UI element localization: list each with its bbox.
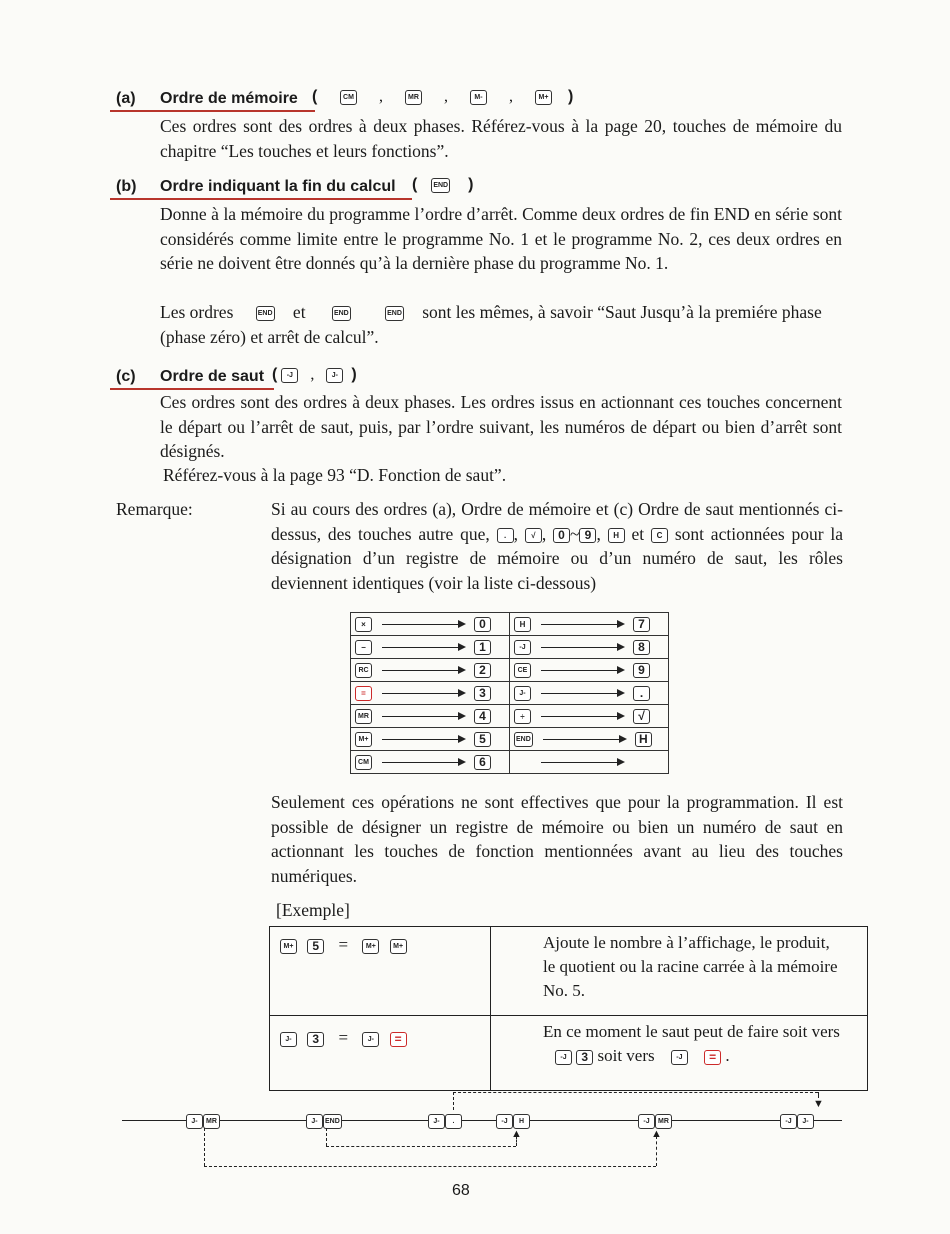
sqrt-key-icon: √ <box>525 528 542 543</box>
flow-main-line <box>122 1120 842 1121</box>
equals-key-icon: = <box>704 1050 721 1065</box>
flow-key-group <box>780 1112 814 1130</box>
flow-key-group <box>428 1112 462 1130</box>
three-key-icon: 3 <box>307 1032 324 1047</box>
source-key-icon: CM <box>355 755 372 770</box>
arrow-icon <box>541 670 623 671</box>
left-mapping-cell <box>351 728 510 751</box>
end-key-icon: END <box>332 306 351 321</box>
jump-end-key-icon: J- <box>280 1032 297 1047</box>
example-row1-desc: Ajoute le nombre à l’affichage, le produit, le quotient ou la racine carrée à la mémoire No. 5. <box>491 927 868 1016</box>
source-key-icon: M+ <box>355 732 372 747</box>
m-plus-key-icon: M+ <box>390 939 407 954</box>
table-row <box>270 927 868 1016</box>
table-row <box>351 659 669 682</box>
flow-key-icon: . <box>445 1114 462 1129</box>
table-row <box>351 728 669 751</box>
target-key-icon: √ <box>633 709 650 724</box>
flow-key-icon: -J <box>638 1114 655 1129</box>
arrow-icon <box>382 670 464 671</box>
equals-key-icon: = <box>390 1032 407 1047</box>
flow-key-icon: MR <box>655 1114 672 1129</box>
table-row <box>351 636 669 659</box>
end-key-icon: END <box>256 306 275 321</box>
arrow-icon <box>541 624 623 625</box>
left-mapping-cell <box>351 636 510 659</box>
jump-end-key-icon: J- <box>326 368 343 383</box>
target-key-icon: 4 <box>474 709 491 724</box>
right-mapping-cell <box>510 682 669 705</box>
arrow-icon <box>382 647 464 648</box>
source-key-icon: -J <box>514 640 531 655</box>
example-row1-keys <box>270 927 491 1016</box>
right-mapping-cell <box>510 613 669 636</box>
source-key-icon: CE <box>514 663 531 678</box>
arrow-icon <box>382 762 464 763</box>
section-b-label: (b) <box>116 178 137 195</box>
example-label: [Exemple] <box>276 900 350 920</box>
cm-key-icon: CM <box>340 90 357 105</box>
arrow-icon <box>382 716 464 717</box>
table-row <box>351 751 669 774</box>
flow-key-icon: J- <box>186 1114 203 1129</box>
jump-start-key-icon: -J <box>555 1050 572 1065</box>
table-row <box>351 705 669 728</box>
flow-key-group <box>186 1112 220 1130</box>
flow-key-icon: J- <box>428 1114 445 1129</box>
target-key-icon: 1 <box>474 640 491 655</box>
table-row <box>351 682 669 705</box>
section-c-keys: ( -J , J- ) <box>272 366 357 383</box>
section-c-text: Ces ordres sont des ordres à deux phases. Les ordres issus en actionnant ces touches concernent le départ ou l’arrêt de saut, puis, par l’ordre suivant, les numéros de départ ou bien d’arrêt sont désignés. <box>160 392 842 461</box>
section-c-label: (c) <box>116 368 136 385</box>
arrow-icon <box>382 739 464 740</box>
flow-key-icon: MR <box>203 1114 220 1129</box>
arrow-icon <box>543 739 625 740</box>
m-plus-key-icon: M+ <box>280 939 297 954</box>
source-key-icon: ÷ <box>514 709 531 724</box>
target-key-icon: 2 <box>474 663 491 678</box>
jump-end-key-icon: J- <box>362 1032 379 1047</box>
end-key-icon: END <box>385 306 404 321</box>
right-mapping-cell <box>510 728 669 751</box>
target-key-icon: . <box>633 686 650 701</box>
table-row <box>351 613 669 636</box>
source-key-icon: J- <box>514 686 531 701</box>
right-mapping-cell <box>510 659 669 682</box>
remarque-label: Remarque: <box>116 499 193 519</box>
flow-key-icon: -J <box>496 1114 513 1129</box>
source-key-icon: END <box>514 732 533 747</box>
table-row <box>270 1016 868 1091</box>
target-key-icon: 0 <box>474 617 491 632</box>
flow-key-icon: J- <box>797 1114 814 1129</box>
equals-sign: = <box>338 935 349 954</box>
end-key-icon: END <box>431 178 450 193</box>
section-b-title: Ordre indiquant la fin du calcul <box>160 178 396 195</box>
target-key-icon: 8 <box>633 640 650 655</box>
c-key-icon: C <box>651 528 668 543</box>
flow-key-icon: H <box>513 1114 530 1129</box>
h-key-icon: H <box>608 528 625 543</box>
left-mapping-cell <box>351 613 510 636</box>
jump-start-key-icon: -J <box>671 1050 688 1065</box>
source-key-icon: = <box>355 686 372 701</box>
flow-key-group <box>306 1112 342 1130</box>
arrow-icon <box>541 716 623 717</box>
arrow-icon <box>541 693 623 694</box>
section-a-label: (a) <box>116 90 136 107</box>
target-key-icon: 9 <box>633 663 650 678</box>
m-plus-key-icon: M+ <box>535 90 552 105</box>
target-key-icon: 7 <box>633 617 650 632</box>
section-a-title: Ordre de mémoire <box>160 90 298 107</box>
flow-key-icon: J- <box>306 1114 323 1129</box>
five-key-icon: 5 <box>307 939 324 954</box>
example-table <box>269 926 868 1091</box>
target-key-icon: H <box>635 732 652 747</box>
m-minus-key-icon: M- <box>470 90 487 105</box>
note-text: Seulement ces opérations ne sont effectives que pour la programmation. Il est possible de désigner un registre de mémoire ou bien un numéro de saut en actionnant les touches de fonction mentionnées avant au lieu des touches numériques. <box>271 792 843 886</box>
example-row2-keys <box>270 1016 491 1091</box>
remarque-text: Si au cours des ordres (a), Ordre de mémoire et (c) Ordre de saut mentionnés ci-dessus, des touches autre que, . , √ , 0 ~ 9 , H et C sont actionnées pour la désignation d’un registre de mémoire ou d’un numéro de saut, les rôles deviennent identiques (voir la liste ci-dessous) <box>271 499 844 593</box>
nine-key-icon: 9 <box>579 528 596 543</box>
section-a-keys: CM , MR , M- , M+ ) <box>340 88 573 106</box>
right-mapping-cell <box>510 751 669 774</box>
section-c-ref: Référez-vous à la page 93 “D. Fonction de saut”. <box>163 465 507 485</box>
zero-key-icon: 0 <box>553 528 570 543</box>
example-row2-desc: En ce moment le saut peut de faire soit vers -J 3 soit vers -J = . <box>491 1016 868 1091</box>
arrow-icon <box>541 647 623 648</box>
section-a-text: Ces ordres sont des ordres à deux phases. Référez-vous à la page 20, touches de mémoire du chapitre “Les touches et leurs fonctions”. <box>160 116 842 161</box>
section-b-underline <box>110 198 412 200</box>
section-b-text: Donne à la mémoire du programme l’ordre d’arrêt. Comme deux ordres de fin END en série sont considérés comme limite entre le programme No. 1 et le programme No. 2, ces deux ordres en série ne doivent être donnés qu’à la dernière phase du programme No. 1. <box>160 204 842 273</box>
left-mapping-cell <box>351 705 510 728</box>
target-key-icon: 6 <box>474 755 491 770</box>
three-key-icon: 3 <box>576 1050 593 1065</box>
flow-key-icon: END <box>323 1114 342 1129</box>
section-b-key: ( END ) <box>412 176 474 193</box>
source-key-icon: × <box>355 617 372 632</box>
section-a-paren-open: ( <box>312 88 318 105</box>
arrow-icon <box>382 693 464 694</box>
arrow-icon <box>382 624 464 625</box>
decimal-key-icon: . <box>497 528 514 543</box>
left-mapping-cell <box>351 659 510 682</box>
left-mapping-cell <box>351 751 510 774</box>
m-plus-key-icon: M+ <box>362 939 379 954</box>
right-mapping-cell <box>510 636 669 659</box>
arrow-icon <box>541 762 623 763</box>
source-key-icon: − <box>355 640 372 655</box>
section-c-title: Ordre de saut <box>160 368 265 385</box>
flow-key-icon: -J <box>780 1114 797 1129</box>
page-number: 68 <box>452 1182 470 1199</box>
source-key-icon: H <box>514 617 531 632</box>
jump-start-key-icon: -J <box>281 368 298 383</box>
key-mapping-table <box>350 612 669 774</box>
source-key-icon: RC <box>355 663 372 678</box>
equals-sign: = <box>338 1028 349 1047</box>
section-b-text2: Les ordres END et END END sont les mêmes, à savoir “Saut Jusqu’à la premiére phase (phase zéro) et arrêt de calcul”. <box>160 302 822 347</box>
source-key-icon: MR <box>355 709 372 724</box>
section-a-underline <box>110 110 315 112</box>
right-mapping-cell <box>510 705 669 728</box>
target-key-icon: 5 <box>474 732 491 747</box>
mr-key-icon: MR <box>405 90 422 105</box>
target-key-icon: 3 <box>474 686 491 701</box>
left-mapping-cell <box>351 682 510 705</box>
